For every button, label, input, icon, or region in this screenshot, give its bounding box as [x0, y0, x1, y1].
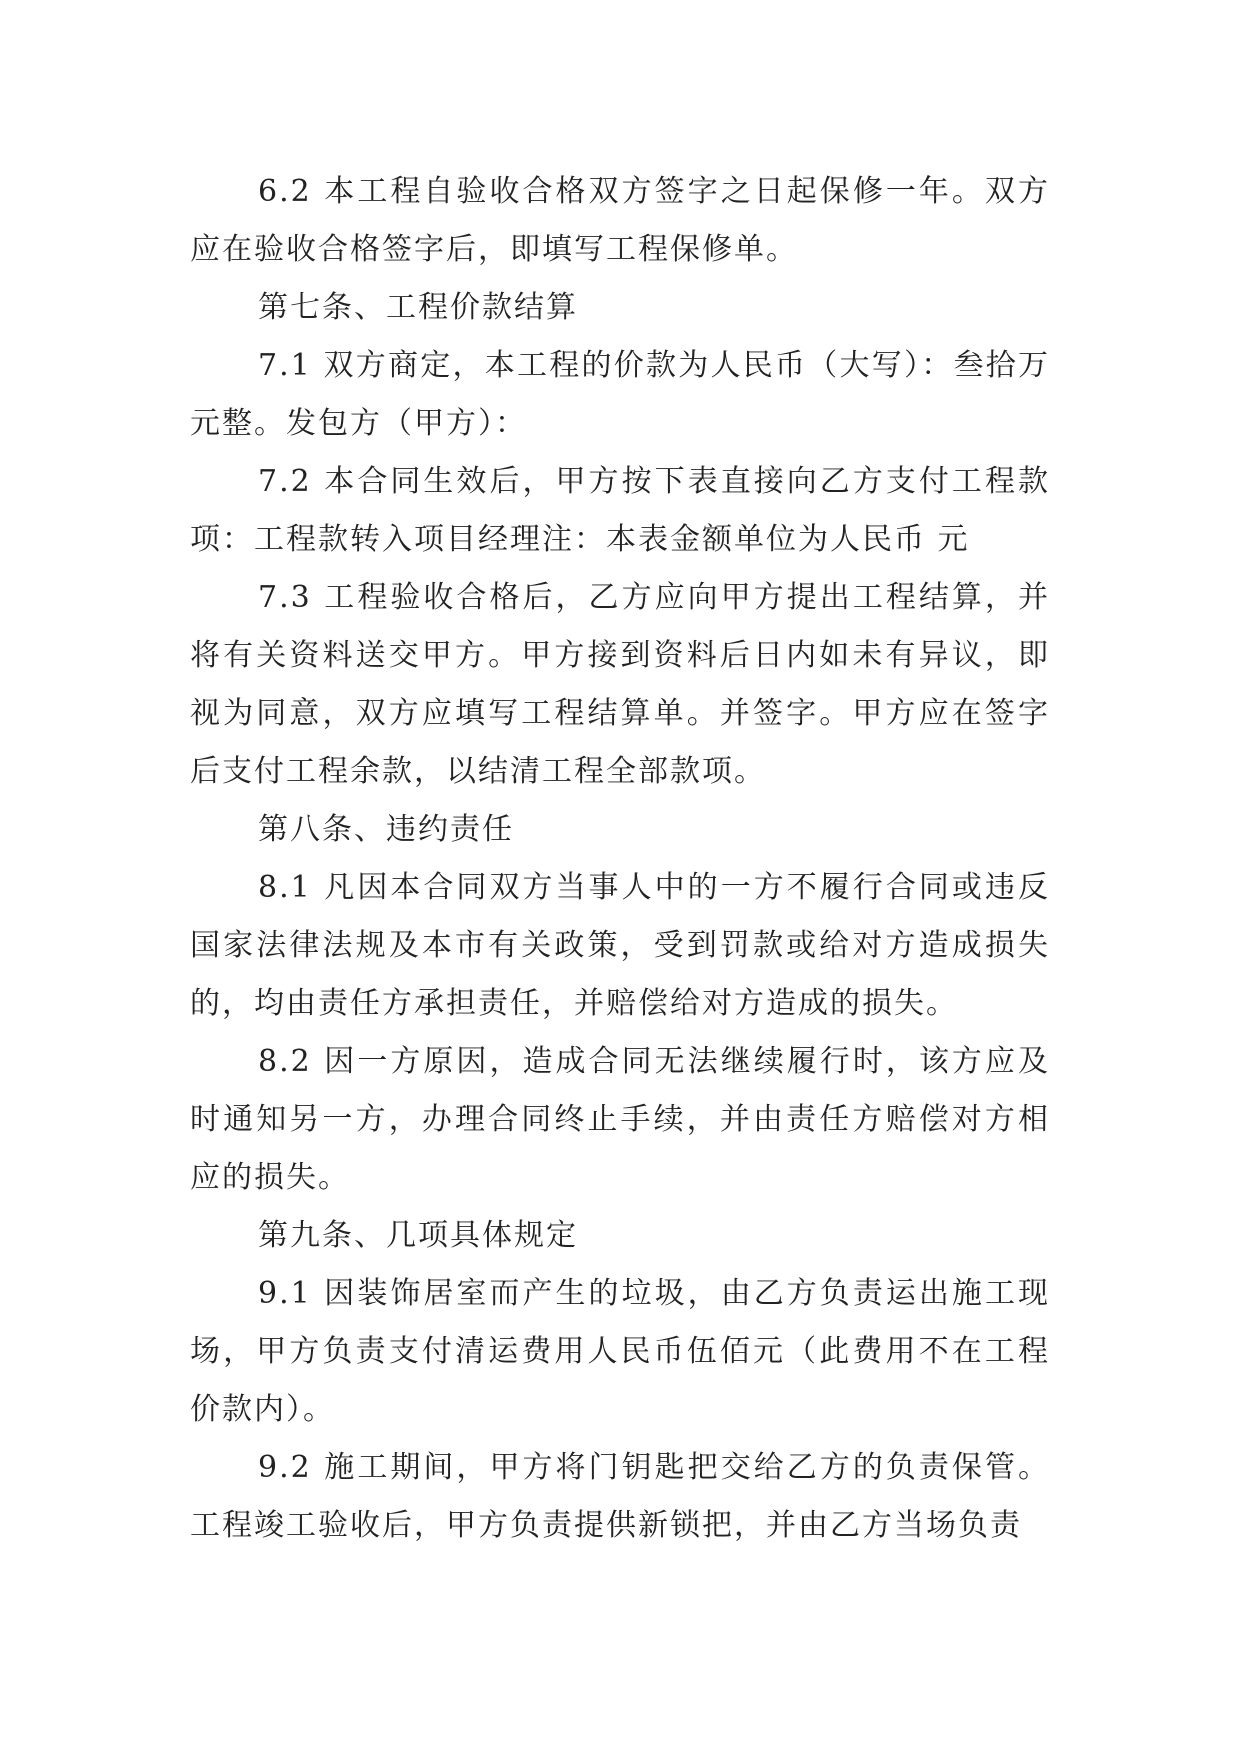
clause-8-2: 8.2 因一方原因，造成合同无法继续履行时，该方应及时通知另一方，办理合同终止手续，并由责任方赔偿对方相应的损失。: [190, 1044, 1050, 1195]
clause-9-2: 9.2 施工期间，甲方将门钥匙把交给乙方的负责保管。工程竣工验收后，甲方负责提供新锁把，并由乙方当场负责: [190, 1450, 1050, 1543]
clause-6-2: 6.2 本工程自验收合格双方签字之日起保修一年。双方应在验收合格签字后，即填写工程保修单。: [190, 174, 1050, 267]
article-9-heading: 第九条、几项具体规定: [258, 1218, 578, 1253]
article-8-heading: 第八条、违约责任: [258, 812, 514, 847]
document-page: [190, 163, 1050, 1555]
clause-7-1: 7.1 双方商定，本工程的价款为人民币（大写）：叁拾万元整。发包方（甲方）：: [190, 348, 1050, 441]
clause-8-1: 8.1 凡因本合同双方当事人中的一方不履行合同或违反国家法律法规及本市有关政策，受到罚款或给对方造成损失的，均由责任方承担责任，并赔偿给对方造成的损失。: [190, 870, 1050, 1021]
article-7-heading: 第七条、工程价款结算: [258, 290, 578, 325]
clause-7-2: 7.2 本合同生效后，甲方按下表直接向乙方支付工程款项：工程款转入项目经理注：本表金额单位为人民币 元: [190, 464, 1050, 557]
clause-9-1: 9.1 因装饰居室而产生的垃圾，由乙方负责运出施工现场，甲方负责支付清运费用人民币伍佰元（此费用不在工程价款内）。: [190, 1276, 1050, 1427]
clause-7-3: 7.3 工程验收合格后，乙方应向甲方提出工程结算，并将有关资料送交甲方。甲方接到资料后日内如未有异议，即视为同意，双方应填写工程结算单。并签字。甲方应在签字后支付工程余款，以结清工程全部款项。: [190, 580, 1050, 789]
